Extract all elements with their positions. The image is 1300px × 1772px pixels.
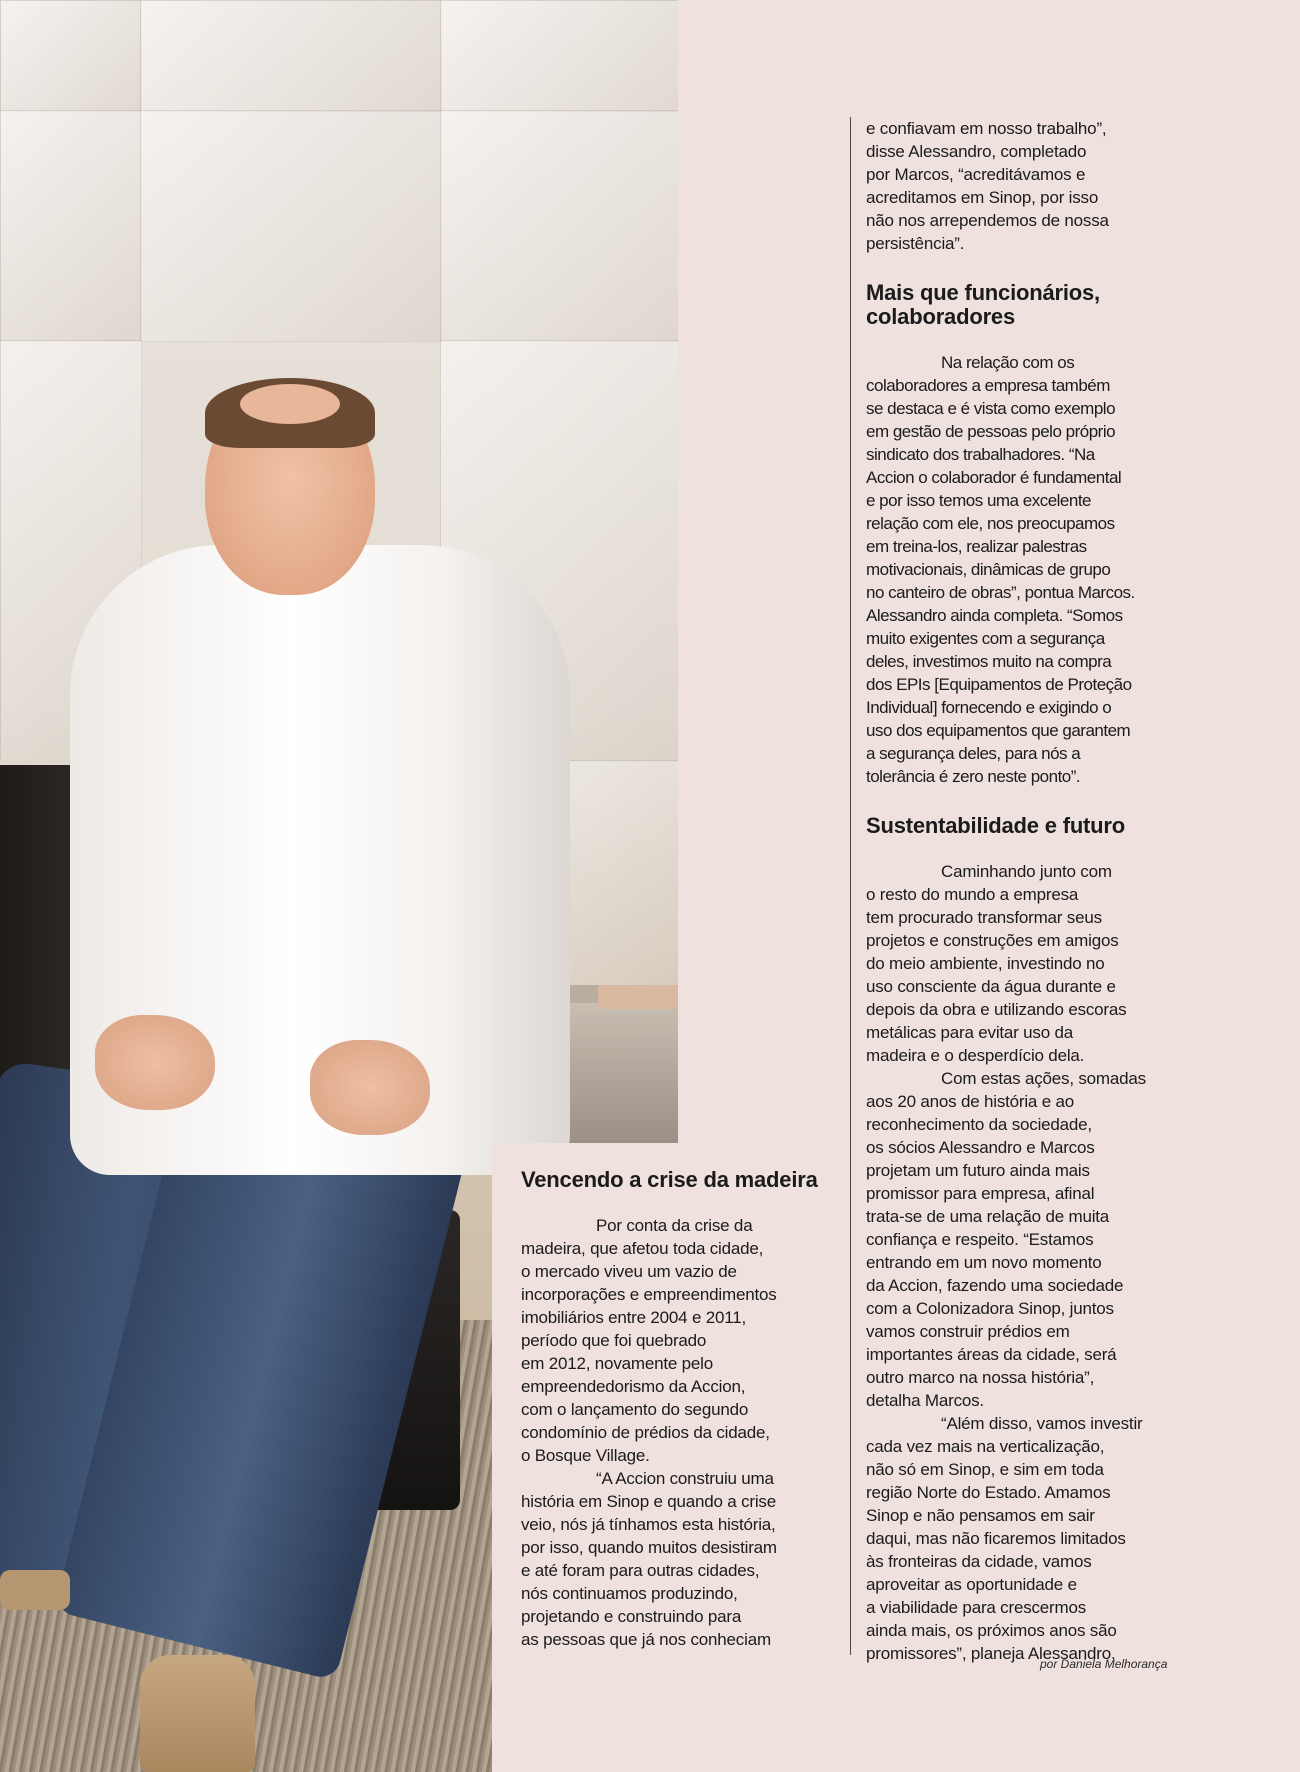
section-heading-colaboradores: Mais que funcionários, colaboradores bbox=[866, 280, 1100, 329]
wall-panel bbox=[0, 0, 142, 112]
right-column bbox=[866, 117, 1186, 1665]
wall-panel bbox=[0, 110, 142, 342]
paragraph: “Além disso, vamos investir cada vez mais na verticalização, não só em Sinop, e sim em toda região Norte do Estado. Amamos Sinop e não pensamos em sair daqui, mas não ficaremos limitados às fronteiras da cidade, vamos aproveitar as oportunidade e a viabilidade para crescermos ainda mais, os próximos anos são promissores”, planeja Alessandro. bbox=[866, 1414, 1143, 1663]
wall-panel bbox=[440, 110, 678, 342]
left-hand bbox=[95, 1015, 215, 1110]
byline: por Daniela Melhorança bbox=[1040, 1657, 1168, 1671]
section-heading-sustentabilidade: Sustentabilidade e futuro bbox=[866, 813, 1126, 838]
right-shoe bbox=[140, 1655, 255, 1772]
section-heading-crise: Vencendo a crise da madeira bbox=[521, 1167, 818, 1192]
paragraph: “A Accion construiu uma história em Sinop e quando a crise veio, nós já tínhamos esta história, por isso, quando muitos desistiram e até foram para outras cidades, nós continuamos produzindo, projetando e construindo para as pessoas que já nos conheciam bbox=[521, 1469, 777, 1649]
left-shoe bbox=[0, 1570, 70, 1610]
left-column bbox=[521, 1168, 851, 1651]
paragraph: Com estas ações, somadas aos 20 anos de história e ao reconhecimento da sociedade, os sócios Alessandro e Marcos projetam um futuro ainda mais promissor para empresa, afinal trata-se de uma relação de muita confiança e respeito. “Estamos entrando em um novo momento da Accion, fazendo uma sociedade com a Colonizadora Sinop, juntos vamos construir prédios em importantes áreas da cidade, será outro marco na nossa história”, detalha Marcos. bbox=[866, 1069, 1146, 1410]
wall-panel bbox=[140, 0, 442, 112]
paragraph: Na relação com os colaboradores a empresa também se destaca e é vista como exemplo em gestão de pessoas pelo próprio sindicato dos trabalhadores. “Na Accion o colaborador é fundamental e por isso temos uma excelente relação com ele, nos preocupamos em treina-los, realizar palestras motivacionais, dinâmicas de grupo no canteiro de obras”, pontua Marcos. Alessandro ainda completa. “Somos muito exigentes com a segurança deles, investimos muito na compra dos EPIs [Equipamentos de Proteção Individual] fornecendo e exigindo o uso dos equipamentos que garantem a segurança deles, para nós a tolerância é zero neste ponto”. bbox=[866, 353, 1135, 786]
paragraph: e confiavam em nosso trabalho”, disse Alessandro, completado por Marcos, “acreditávamos e acreditamos em Sinop, por isso não nos arrependemos de nossa persistência”. bbox=[866, 119, 1109, 253]
wall-panel bbox=[140, 110, 442, 342]
column-divider bbox=[850, 117, 851, 1655]
paragraph: Por conta da crise da madeira, que afetou toda cidade, o mercado viveu um vazio de incorporações e empreendimentos imobiliários entre 2004 e 2011, período que foi quebrado em 2012, novamente pelo empreendedorismo da Accion, com o lançamento do segundo condomínio de prédios da cidade, o Bosque Village. bbox=[521, 1216, 777, 1465]
forehead bbox=[240, 384, 340, 424]
wall-panel bbox=[440, 0, 678, 112]
right-hand bbox=[310, 1040, 430, 1135]
book bbox=[598, 985, 678, 1009]
paragraph: Caminhando junto com o resto do mundo a empresa tem procurado transformar seus projetos e construções em amigos do meio ambiente, investindo no uso consciente da água durante e depois da obra e utilizando escoras metálicas para evitar uso da madeira e o desperdício dela. bbox=[866, 862, 1127, 1065]
